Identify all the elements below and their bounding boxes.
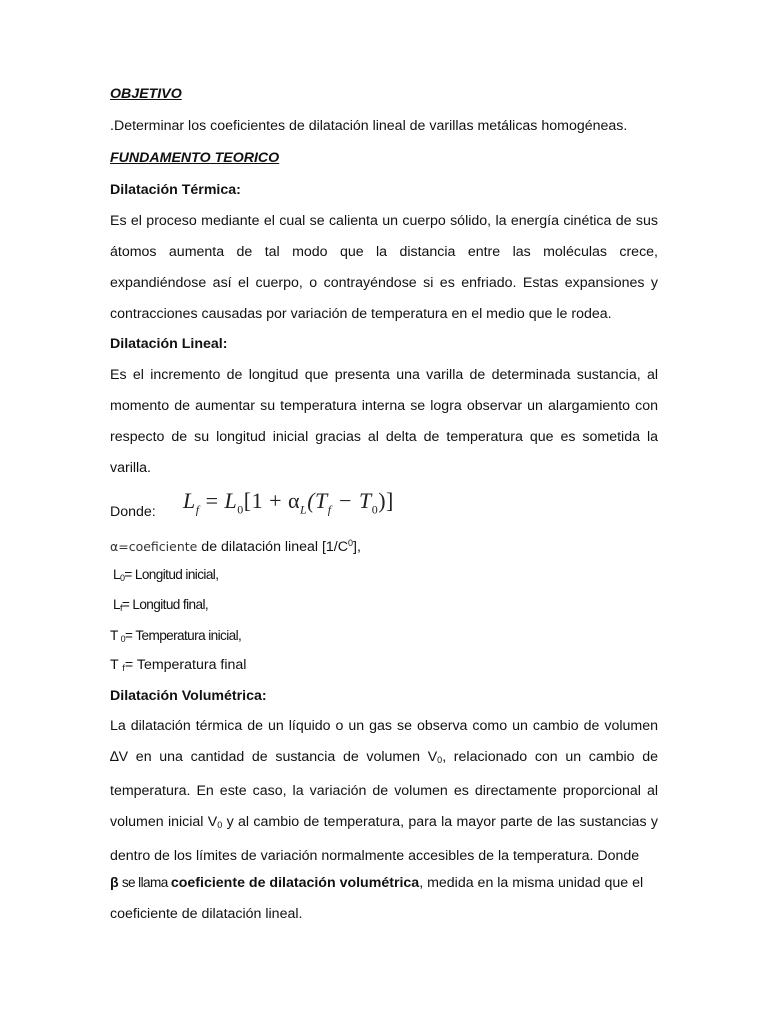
beta-symbol: β [110, 875, 119, 891]
objetivo-heading: OBJETIVO [110, 86, 182, 102]
dilatacion-termica-title: Dilatación Térmica: [110, 182, 241, 198]
donde-label: Donde: [110, 504, 156, 520]
lf-definition: Lf= Longitud final, [113, 597, 209, 613]
dilatacion-termica-paragraph: Es el proceso mediante el cual se calienta un cuerpo sólido, la energía cinética de sus átomos aumenta de tal modo que la distancia entre las moléculas crece, expandiéndose así el cuerpo, o contrayéndose si es enfriado. Estas expansiones y contracciones causadas por variación de temperatura en el medio que le rodea. [110, 213, 658, 322]
l0-definition: L0= Longitud inicial, [113, 567, 219, 583]
dilatacion-lineal-title: Dilatación Lineal: [110, 336, 228, 352]
t0-definition: T 0= Temperatura inicial, [110, 628, 242, 644]
dilatacion-volumetrica-paragraph: La dilatación térmica de un líquido o un gas se observa como un cambio de volumen ∆V en una cantidad de sustancia de volumen V0, relacionado con un cambio de temperatura. En este caso, la variación de volumen es directamente proporcional al volumen inicial V0 y al cambio de temperatura, para la mayor parte de las sustancias y dentro de los límites de variación normalmente accesibles de la temperatura. Donde [110, 718, 658, 864]
dilatacion-lineal-paragraph: Es el incremento de longitud que presenta una varilla de determinada sustancia, al momento de aumentar su temperatura interna se logra observar un alargamiento con respecto de su longitud inicial gracias al delta de temperatura que es sometida la varilla. [110, 367, 658, 476]
linear-expansion-formula: $L_f = L_0[1 + \alpha_L(T_f - T_0)]$ [183, 488, 394, 517]
beta-definition: β se llama coeficiente de dilatación volumétrica, medida en la misma unidad que el coeficiente de dilatación lineal. [110, 875, 644, 922]
objetivo-text: .Determinar los coeficientes de dilatación lineal de varillas metálicas homogéneas. [110, 118, 628, 134]
bold-term: coeficiente de dilatación volumétrica [170, 875, 420, 891]
tf-definition: T f= Temperatura final [110, 657, 247, 673]
alpha-definition: α=coeficiente de dilatación lineal $[1/C^0]$, [110, 538, 361, 555]
dilatacion-volumetrica-title: Dilatación Volumétrica: [110, 688, 267, 704]
fundamento-heading: FUNDAMENTO TEORICO [110, 150, 280, 166]
